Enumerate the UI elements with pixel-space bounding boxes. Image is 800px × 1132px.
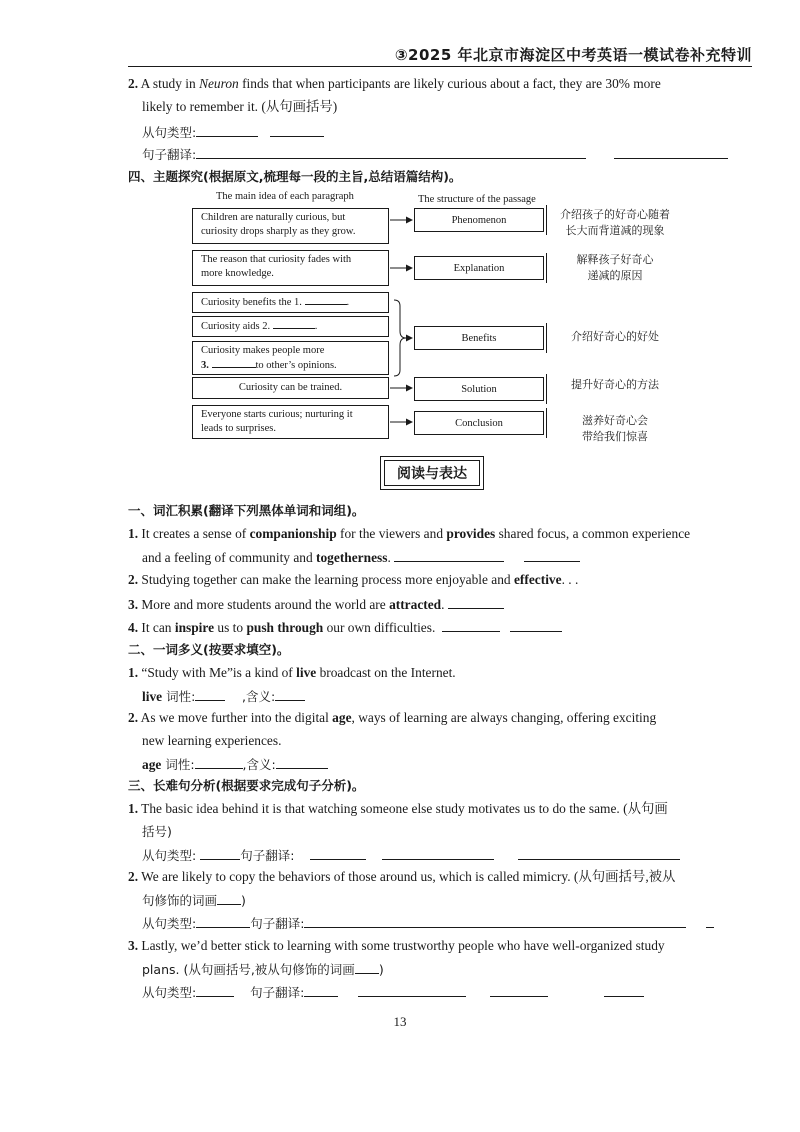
polysemy-heading: 二、一词多义(按要求填空)。	[128, 642, 290, 657]
left-caption: The main idea of each paragraph	[216, 191, 354, 202]
note-explanation: 解释孩子好奇心 递减的原因	[576, 253, 654, 282]
note-phenomenon: 介绍孩子的好奇心随着 长大而背道减的现象	[560, 208, 670, 237]
structure-benefits: Benefits	[414, 326, 544, 350]
diagram-arrows	[0, 0, 800, 460]
long-item-2-line-1: 2. We are likely to copy the behaviors of those around us, which is called mimicry. (从句画括号,被从	[128, 869, 676, 884]
main-idea-box-3: Curiosity benefits the 1. .	[192, 292, 389, 313]
long-item-1-line-1: 1. The basic idea behind it is that watching someone else study motivates us to do the same. (从句画	[128, 801, 668, 816]
long-item-3-answer: 从句类型: 句子翻译:	[142, 984, 644, 1001]
vocab-item-2: 2. Studying together can make the learning process more enjoyable and effective. . .	[128, 572, 579, 587]
main-idea-box-4: Curiosity aids 2. .	[192, 316, 389, 337]
long-item-3-line-2: plans. (从句画括号,被从句修饰的词画 )	[142, 962, 384, 977]
polysemy-item-2-line-2: new learning experiences.	[142, 733, 282, 748]
benefits-brace	[394, 300, 406, 376]
question-2-line-1: 2. A study in Neuron finds that when participants are likely curious about a fact, they are 30% more	[128, 76, 661, 91]
note-conclusion: 滋养好奇心会 带给我们惊喜	[582, 414, 648, 443]
main-idea-box-1: Children are naturally curious, but curiosity drops sharply as they grow.	[192, 208, 389, 244]
vocab-heading: 一、词汇积累(翻译下列黑体单词和词组)。	[128, 503, 365, 518]
structure-phenomenon: Phenomenon	[414, 208, 544, 232]
polysemy-item-1-answer: live 词性: ,含义:	[142, 688, 305, 705]
long-item-2-line-2: 句修饰的词画 )	[142, 893, 246, 908]
long-item-1-line-2: 括号)	[142, 824, 172, 839]
page-header: ③2025 年北京市海淀区中考英语一模试卷补充特训	[394, 46, 752, 64]
structure-solution: Solution	[414, 377, 544, 401]
main-idea-box-5: Curiosity makes people more 3. to other’s opinions.	[192, 341, 389, 375]
note-benefits: 介绍好奇心的好处	[571, 330, 659, 343]
note-solution: 提升好奇心的方法	[571, 378, 659, 391]
structure-conclusion: Conclusion	[414, 411, 544, 435]
section-4-heading: 四、主题探究(根据原文,梳理每一段的主旨,总结语篇结构)。	[128, 169, 462, 184]
clause-type-row: 从句类型:	[142, 124, 324, 141]
reading-section-title: 阅读与表达	[384, 460, 480, 486]
vocab-item-4: 4. It can inspire us to push through our own difficulties.	[128, 619, 562, 636]
middle-caption: The structure of the passage	[418, 194, 536, 205]
main-idea-box-6: Curiosity can be trained.	[192, 377, 389, 399]
long-item-1-answer: 从句类型: 句子翻译:	[142, 847, 680, 864]
polysemy-item-1: 1. “Study with Me”is a kind of live broadcast on the Internet.	[128, 665, 456, 680]
structure-explanation: Explanation	[414, 256, 544, 280]
question-2-line-2: likely to remember it. (从句画括号)	[142, 99, 338, 114]
translation-row: 句子翻译:	[142, 146, 728, 163]
main-idea-box-2: The reason that curiosity fades with more knowledge.	[192, 250, 389, 286]
long-item-3-line-1: 3. Lastly, we’d better stick to learning with some trustworthy people who have well-organized study	[128, 938, 665, 953]
polysemy-item-2-answer: age 词性: ,含义:	[142, 756, 328, 773]
vocab-item-1-line-1: 1. It creates a sense of companionship for the viewers and provides shared focus, a common experience	[128, 526, 691, 541]
page-number: 13	[393, 1014, 407, 1029]
long-sentence-heading: 三、长难句分析(根据要求完成句子分析)。	[128, 778, 365, 793]
vocab-item-1-line-2: and a feeling of community and togetherness.	[142, 549, 580, 566]
polysemy-item-2: 2. As we move further into the digital age, ways of learning are always changing, offering exciting	[128, 710, 657, 725]
main-idea-box-7: Everyone starts curious; nurturing it leads to surprises.	[192, 405, 389, 439]
long-item-2-answer: 从句类型: 句子翻译:	[142, 915, 714, 932]
vocab-item-3: 3. More and more students around the world are attracted.	[128, 596, 504, 613]
